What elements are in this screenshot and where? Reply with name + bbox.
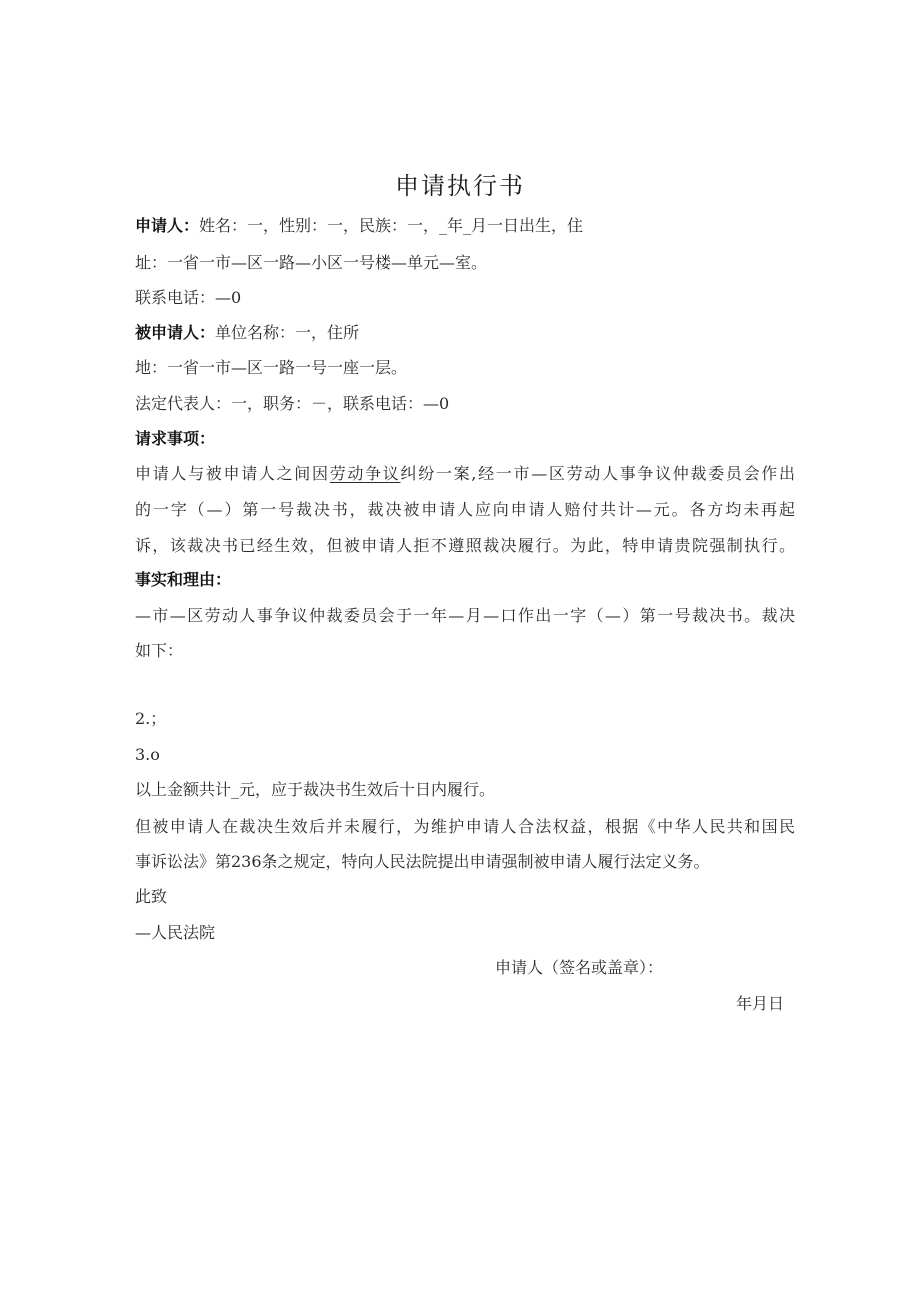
labor-dispute-link[interactable]: 劳动争议 [329,464,401,483]
facts-line-2: 如下： [135,641,184,660]
date-line: 年月日 [736,994,785,1013]
facts-line-1: —市—区劳动人事争议仲裁委员会于一年—月—口作出一字（—）第一号裁决书。裁决 [135,606,795,625]
respondent-legal-rep: 法定代表人：一，职务：－，联系电话：—0 [135,394,450,413]
respondent-address: 地：一省一市—区一路一号一座一层。 [135,358,408,377]
respondent-line-1 [135,323,795,343]
request-line-1 [135,464,795,484]
facts-item-3: 3.o [135,745,160,764]
applicant-address: 址：一省一市—区一路—小区一号楼—单元—室。 [135,253,488,272]
facts-reason-1: 但被申请人在裁决生效后并未履行，为维护申请人合法权益，根据《中华人民共和国民 [135,817,795,836]
closing-court: —人民法院 [135,923,216,942]
applicant-line-1 [135,216,795,236]
respondent-details: 单位名称：一，住所 [215,323,360,342]
signature-line: 申请人（签名或盖章）： [495,958,664,977]
facts-heading: 事实和理由： [135,570,232,589]
facts-item-2: 2.； [135,709,167,728]
request-line-3: 诉，该裁决书已经生效，但被申请人拒不遵照裁决履行。为此，特申请贵院强制执行。 [135,536,795,555]
request-text-part-1: 申请人与被申请人之间因 [135,464,330,483]
applicant-details: 姓名：一，性别：一，民族：一，_年_月一日出生，住 [199,216,584,235]
request-text-part-2: 纠纷一案,经一市—区劳动人事争议仲裁委员会作出 [400,464,795,483]
facts-total: 以上金额共计_元，应于裁决书生效后十日内履行。 [135,780,496,799]
closing-salutation: 此致 [135,887,168,906]
document-title: 申请执行书 [395,172,525,200]
applicant-phone: 联系电话：—0 [135,288,242,307]
facts-reason-2: 事诉讼法》第236条之规定，特向人民法院提出申请强制被申请人履行法定义务。 [135,852,710,871]
request-heading: 请求事项： [135,429,216,448]
request-line-2: 的一字（—）第一号裁决书，裁决被申请人应向申请人赔付共计—元。各方均未再起 [135,500,795,519]
applicant-label: 申请人： [135,216,200,235]
respondent-label: 被申请人： [135,323,216,342]
